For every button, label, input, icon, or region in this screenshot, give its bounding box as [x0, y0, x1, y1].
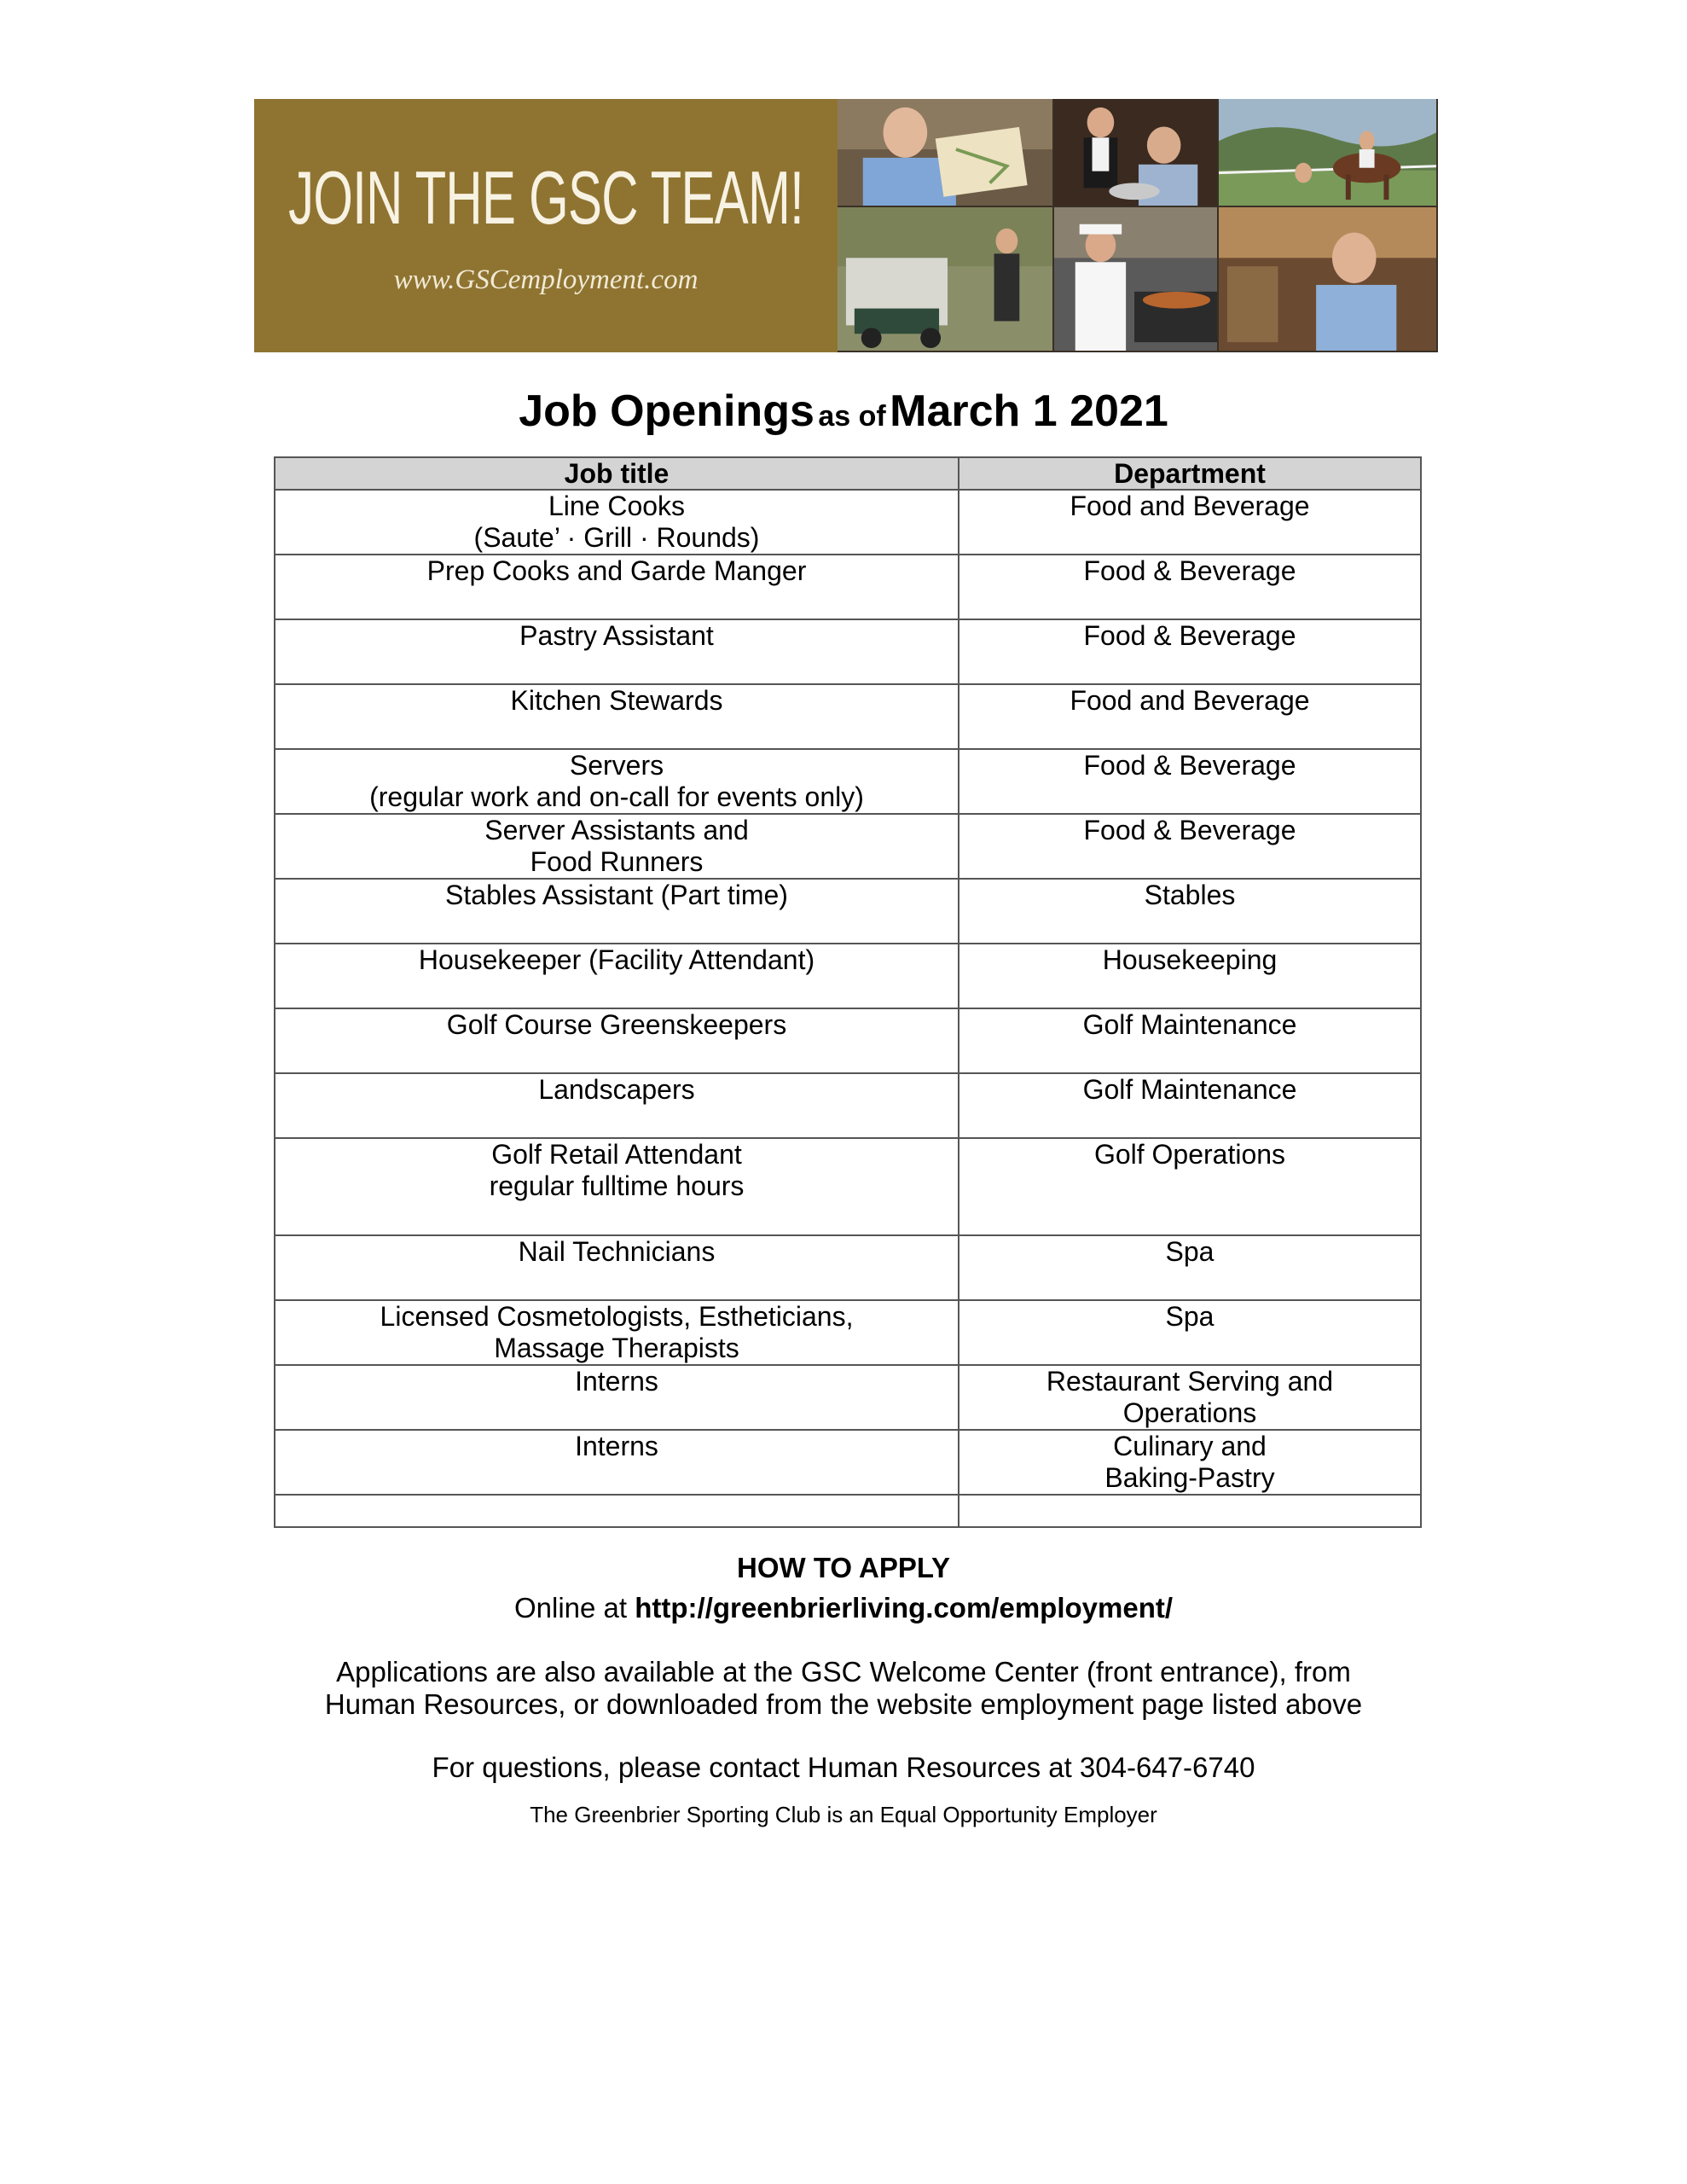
job-title-line: Interns — [575, 1431, 658, 1461]
empty-cell — [959, 1495, 1421, 1527]
table-row — [275, 1430, 1421, 1495]
table-row-empty — [275, 1495, 1421, 1527]
department-cell — [959, 1365, 1421, 1430]
job-title-line: Food Runners — [530, 846, 704, 877]
job-title-line: (Saute’ · Grill · Rounds) — [473, 522, 760, 553]
banner-text-panel — [254, 99, 838, 352]
apply-online-prefix: Online at — [513, 1592, 628, 1623]
job-title-line: Golf Course Greenskeepers — [446, 1009, 787, 1040]
job-title-cell — [275, 1138, 959, 1235]
recruitment-banner — [254, 99, 1438, 352]
job-title-cell — [275, 1430, 959, 1495]
equal-opportunity-statement: The Greenbrier Sporting Club is an Equal Opportunity Employer — [530, 1802, 1157, 1827]
table-row — [275, 1300, 1421, 1365]
job-title-line: Golf Retail Attendant — [491, 1139, 742, 1170]
job-title-line: Pastry Assistant — [519, 620, 714, 651]
department-line: Food and Beverage — [1070, 491, 1310, 521]
table-row — [275, 619, 1421, 684]
golf-cart-photo — [838, 207, 1054, 352]
empty-cell — [275, 1495, 959, 1527]
page-title — [0, 386, 1687, 437]
department-line: Restaurant Serving and — [1046, 1366, 1334, 1397]
horseback-riding-photo — [1219, 99, 1438, 207]
department-line: Baking-Pastry — [1104, 1462, 1275, 1493]
department-line: Operations — [1122, 1397, 1257, 1428]
job-title-line: Kitchen Stewards — [510, 685, 723, 716]
job-title-line: Line Cooks — [548, 491, 686, 521]
job-title-cell — [275, 684, 959, 749]
column-header-job-title: Job title — [275, 457, 959, 490]
department-cell — [959, 555, 1421, 619]
department-cell — [959, 1073, 1421, 1138]
table-row — [275, 555, 1421, 619]
department-cell — [959, 944, 1421, 1008]
chef-grill-photo — [1054, 207, 1219, 352]
department-cell — [959, 1138, 1421, 1235]
job-title-line: Server Assistants and — [484, 815, 749, 845]
department-cell — [959, 684, 1421, 749]
department-line: Golf Maintenance — [1082, 1074, 1297, 1105]
department-line: Golf Operations — [1093, 1139, 1286, 1170]
table-row — [275, 749, 1421, 814]
job-title-line: (regular work and on-call for events only) — [369, 781, 864, 812]
job-title-line: Stables Assistant (Part time) — [445, 880, 788, 910]
table-row — [275, 1008, 1421, 1073]
job-title-cell — [275, 749, 959, 814]
department-cell — [959, 490, 1421, 555]
department-line: Food and Beverage — [1070, 685, 1310, 716]
questions-contact-text: For questions, please contact Human Resources at 304-647-6740 — [432, 1751, 1255, 1783]
banner-url: www.GSCemployment.com — [393, 264, 699, 295]
department-line: Food & Beverage — [1083, 815, 1296, 845]
title-job-openings: Job Openings — [519, 386, 815, 436]
job-title-line: Housekeeper (Facility Attendant) — [418, 944, 815, 975]
department-line: Culinary and — [1113, 1431, 1267, 1461]
job-title-cell — [275, 1008, 959, 1073]
table-row — [275, 814, 1421, 879]
department-cell — [959, 814, 1421, 879]
job-openings-table — [274, 456, 1422, 1528]
job-title-line: Nail Technicians — [518, 1236, 716, 1267]
department-line: Food & Beverage — [1083, 620, 1296, 651]
department-line: Stables — [1144, 880, 1236, 910]
job-title-cell — [275, 1365, 959, 1430]
man-in-lounge-photo — [1219, 207, 1438, 352]
table-row — [275, 1138, 1421, 1235]
job-title-cell — [275, 490, 959, 555]
department-cell — [959, 619, 1421, 684]
availability-line-1: Applications are also available at the GSC Welcome Center (front entrance), from — [336, 1656, 1351, 1687]
job-title-line: Licensed Cosmetologists, Estheticians, — [380, 1301, 854, 1332]
how-to-apply-heading: HOW TO APPLY — [737, 1552, 950, 1583]
job-title-line: regular fulltime hours — [489, 1170, 745, 1201]
table-row — [275, 1365, 1421, 1430]
table-row — [275, 490, 1421, 555]
apply-online-url[interactable]: http://greenbrierliving.com/employment/ — [635, 1592, 1174, 1623]
job-title-line: Prep Cooks and Garde Manger — [426, 555, 807, 586]
table-row — [275, 684, 1421, 749]
job-title-cell — [275, 619, 959, 684]
department-cell — [959, 1300, 1421, 1365]
man-with-map-photo — [838, 99, 1054, 207]
department-line: Spa — [1165, 1301, 1215, 1332]
table-header-row — [275, 457, 1421, 490]
department-line: Golf Maintenance — [1082, 1009, 1297, 1040]
department-cell — [959, 749, 1421, 814]
department-cell — [959, 1008, 1421, 1073]
title-date: March 1 2021 — [890, 386, 1168, 436]
job-title-cell — [275, 1073, 959, 1138]
availability-line-2: Human Resources, or downloaded from the website employment page listed above — [324, 1688, 1363, 1720]
department-line: Food & Beverage — [1083, 555, 1296, 586]
job-title-line: Landscapers — [538, 1074, 695, 1105]
job-title-cell — [275, 1300, 959, 1365]
job-title-cell — [275, 944, 959, 1008]
department-cell — [959, 879, 1421, 944]
department-cell — [959, 1430, 1421, 1495]
banner-title: JOIN THE GSC TEAM! — [288, 155, 803, 240]
job-title-cell — [275, 555, 959, 619]
department-line: Spa — [1165, 1236, 1215, 1267]
title-as-of: as of — [818, 400, 886, 433]
job-title-cell — [275, 814, 959, 879]
column-header-department: Department — [959, 457, 1421, 490]
job-title-cell — [275, 1235, 959, 1300]
job-title-line: Interns — [575, 1366, 658, 1397]
table-row — [275, 944, 1421, 1008]
table-row — [275, 1073, 1421, 1138]
applications-availability-text — [0, 1656, 1687, 1721]
job-title-cell — [275, 879, 959, 944]
apply-online-line — [0, 1592, 1687, 1624]
table-row — [275, 879, 1421, 944]
job-title-line: Massage Therapists — [494, 1333, 739, 1363]
banner-photo-collage — [838, 99, 1438, 352]
job-title-line: Servers — [569, 750, 664, 781]
table-row — [275, 1235, 1421, 1300]
department-cell — [959, 1235, 1421, 1300]
department-line: Food & Beverage — [1083, 750, 1296, 781]
server-dining-photo — [1054, 99, 1219, 207]
department-line: Housekeeping — [1102, 944, 1278, 975]
